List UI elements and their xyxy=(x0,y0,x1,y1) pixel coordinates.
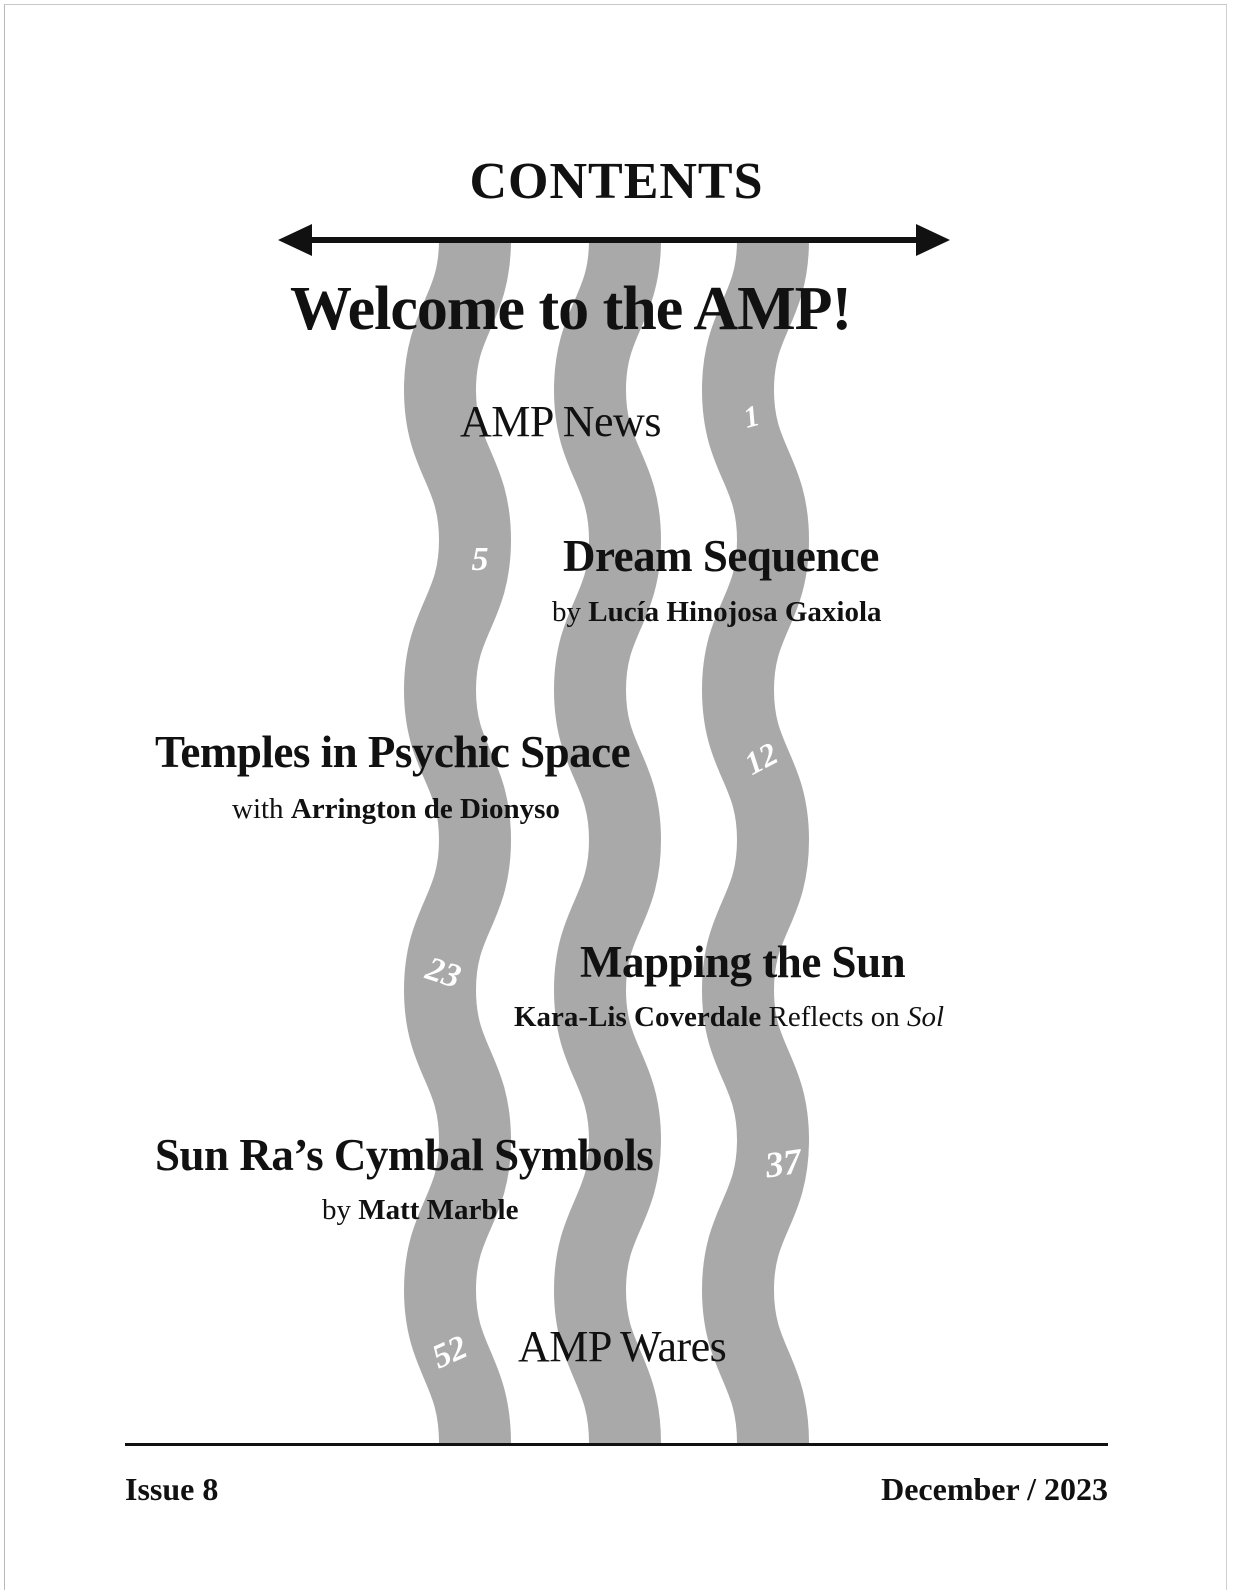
page-number-temples: 12 xyxy=(738,734,784,782)
entry-title-mapping: Mapping the Sun xyxy=(580,937,906,987)
issue-date: December / 2023 xyxy=(881,1471,1108,1507)
author-name: Lucía Hinojosa Gaxiola xyxy=(588,596,882,628)
page-number-news: 1 xyxy=(740,398,764,435)
issue-number: Issue 8 xyxy=(125,1471,219,1507)
byline-prefix: by xyxy=(552,596,581,628)
entry-title-wares: AMP Wares xyxy=(518,1322,727,1371)
entry-title-sunra: Sun Ra’s Cymbal Symbols xyxy=(155,1130,654,1180)
page-number-sunra: 37 xyxy=(762,1140,804,1186)
contents-heading: CONTENTS xyxy=(469,153,764,210)
work-title: Sol xyxy=(907,1001,945,1033)
entry-byline-temples xyxy=(232,795,560,824)
footer-rule xyxy=(125,1443,1108,1446)
entry-byline-mapping xyxy=(514,1003,944,1032)
entry-title-dream: Dream Sequence xyxy=(563,531,879,581)
entry-title-temples: Temples in Psychic Space xyxy=(155,727,631,777)
entry-byline-sunra xyxy=(322,1196,519,1225)
page-number-dream: 5 xyxy=(471,541,489,578)
author-name: Kara-Lis Coverdale xyxy=(514,1001,762,1033)
byline-tail: Reflects on xyxy=(768,1001,900,1033)
page-number-mapping: 23 xyxy=(421,950,466,996)
byline-prefix: with xyxy=(232,793,284,825)
author-name: Matt Marble xyxy=(358,1194,519,1226)
entry-title-news: AMP News xyxy=(460,397,661,446)
entry-byline-dream xyxy=(552,598,882,627)
byline-prefix: by xyxy=(322,1194,351,1226)
page-number-wares: 52 xyxy=(426,1328,473,1377)
author-name: Arrington de Dionyso xyxy=(290,793,560,825)
intro-title: Welcome to the AMP! xyxy=(290,275,852,343)
